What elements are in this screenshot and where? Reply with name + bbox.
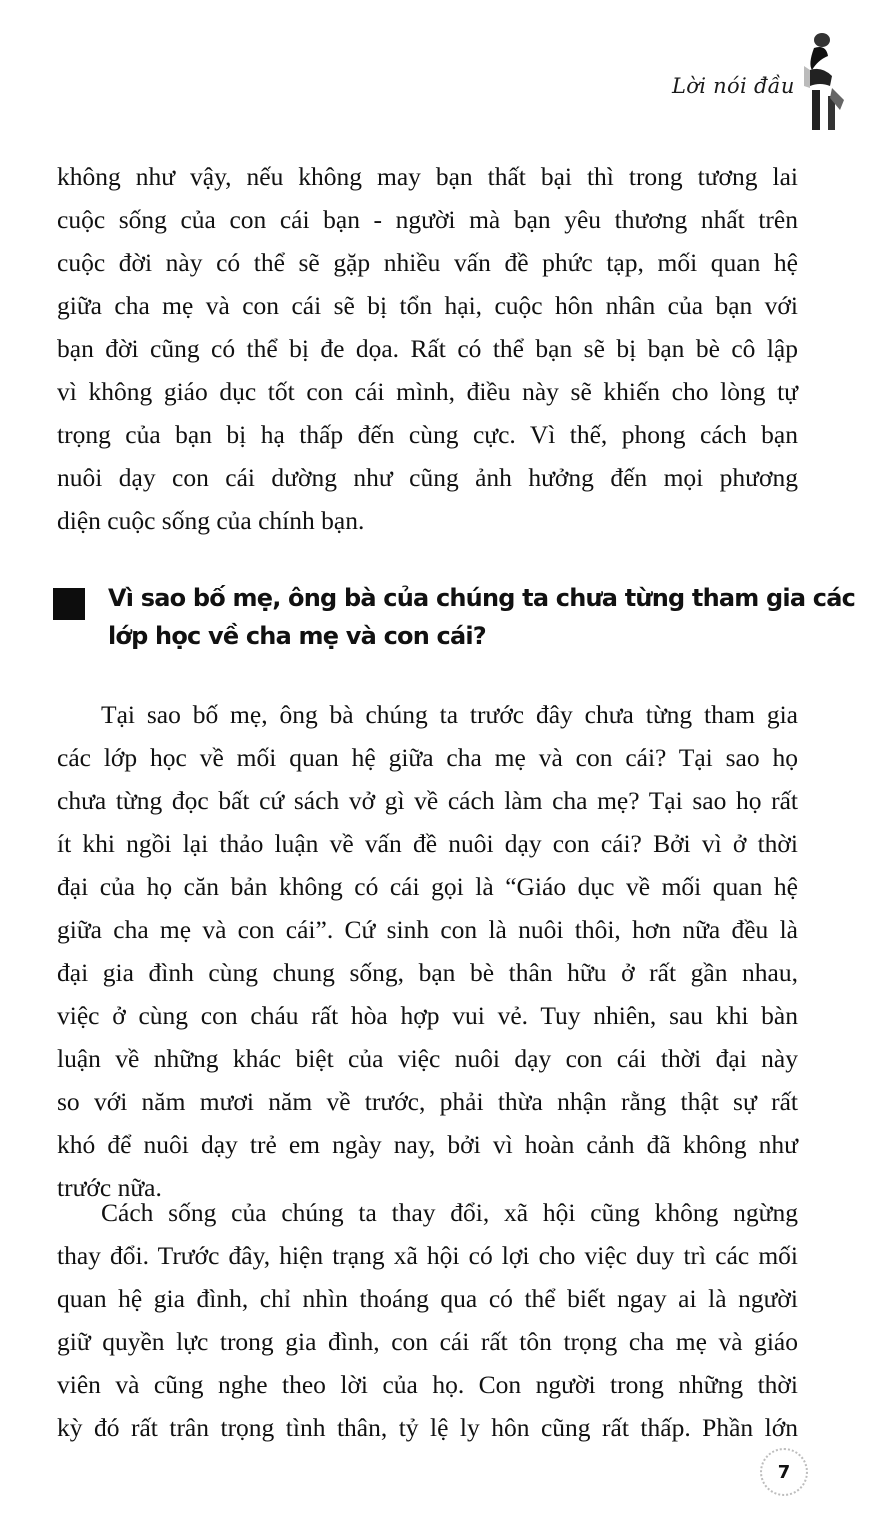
text-line: việc ở cùng con cháu rất hòa hợp vui vẻ. Tuy nhiên, sau khi bàn — [57, 1001, 798, 1030]
text-line: khó để nuôi dạy trẻ em ngày nay, bởi vì hoàn cảnh đã không như — [57, 1130, 798, 1159]
text-line: chưa từng đọc bất cứ sách vở gì về cách làm cha mẹ? Tại sao họ rất — [57, 786, 798, 815]
section-heading-line: Vì sao bố mẹ, ông bà của chúng ta chưa từng tham gia các — [108, 584, 856, 612]
paragraph-1 — [57, 155, 798, 542]
text-line: giữa cha mẹ và con cái”. Cứ sinh con là nuôi thôi, hơn nữa đều là — [57, 915, 798, 944]
text-line: cuộc sống của con cái bạn - người mà bạn yêu thương nhất trên — [57, 205, 798, 234]
text-line: giữa cha mẹ và con cái sẽ bị tổn hại, cuộc hôn nhân của bạn với — [57, 291, 798, 320]
text-line: quan hệ gia đình, chỉ nhìn thoáng qua có thể biết ngay ai là người — [57, 1284, 798, 1313]
page-number-badge — [760, 1448, 808, 1496]
text-line: các lớp học về mối quan hệ giữa cha mẹ và con cái? Tại sao họ — [57, 743, 798, 772]
text-line: viên và cũng nghe theo lời của họ. Con người trong những thời — [57, 1370, 798, 1399]
black-square-bullet-icon — [53, 588, 85, 620]
paragraph-2 — [57, 693, 798, 1209]
text-line: so với năm mươi năm về trước, phải thừa nhận rằng thật sự rất — [57, 1087, 798, 1116]
section-heading-line: lớp học về cha mẹ và con cái? — [108, 622, 486, 650]
text-line: cuộc đời này có thể sẽ gặp nhiều vấn đề phức tạp, mối quan hệ — [57, 248, 798, 277]
text-line: ít khi ngồi lại thảo luận về vấn đề nuôi dạy con cái? Bởi vì ở thời — [57, 829, 798, 858]
text-line: nuôi dạy con cái dường như cũng ảnh hưởng đến mọi phương — [57, 463, 798, 492]
page-number: 7 — [777, 1461, 791, 1483]
text-line: thay đổi. Trước đây, hiện trạng xã hội có lợi cho việc duy trì các mối — [57, 1241, 798, 1270]
text-line: luận về những khác biệt của việc nuôi dạy con cái thời đại này — [57, 1044, 798, 1073]
text-line: trọng của bạn bị hạ thấp đến cùng cực. Vì thế, phong cách bạn — [57, 420, 798, 449]
text-line: đại của họ căn bản không có cái gọi là “Giáo dục về mối quan hệ — [57, 872, 798, 901]
text-line: trước nữa. — [57, 1173, 162, 1202]
text-line: đại gia đình cùng chung sống, bạn bè thân hữu ở rất gần nhau, — [57, 958, 798, 987]
text-line: Cách sống của chúng ta thay đổi, xã hội cũng không ngừng — [101, 1198, 798, 1227]
text-line: bạn đời cũng có thể bị đe dọa. Rất có thể bạn sẽ bị bạn bè cô lập — [57, 334, 798, 363]
text-line: không như vậy, nếu không may bạn thất bại thì trong tương lai — [57, 162, 798, 191]
text-line: diện cuộc sống của chính bạn. — [57, 506, 365, 535]
text-line: Tại sao bố mẹ, ông bà chúng ta trước đây chưa từng tham gia — [101, 700, 798, 729]
paragraph-3 — [57, 1191, 798, 1449]
text-line: vì không giáo dục tốt con cái mình, điều này sẽ khiến cho lòng tự — [57, 377, 798, 406]
text-line: giữ quyền lực trong gia đình, con cái rất tôn trọng cha mẹ và giáo — [57, 1327, 798, 1356]
text-line: kỳ đó rất trân trọng tình thân, tỷ lệ ly hôn cũng rất thấp. Phần lớn — [57, 1413, 798, 1442]
silhouette-figure-icon — [800, 30, 850, 135]
running-head-title: Lời nói đầu — [672, 74, 795, 98]
